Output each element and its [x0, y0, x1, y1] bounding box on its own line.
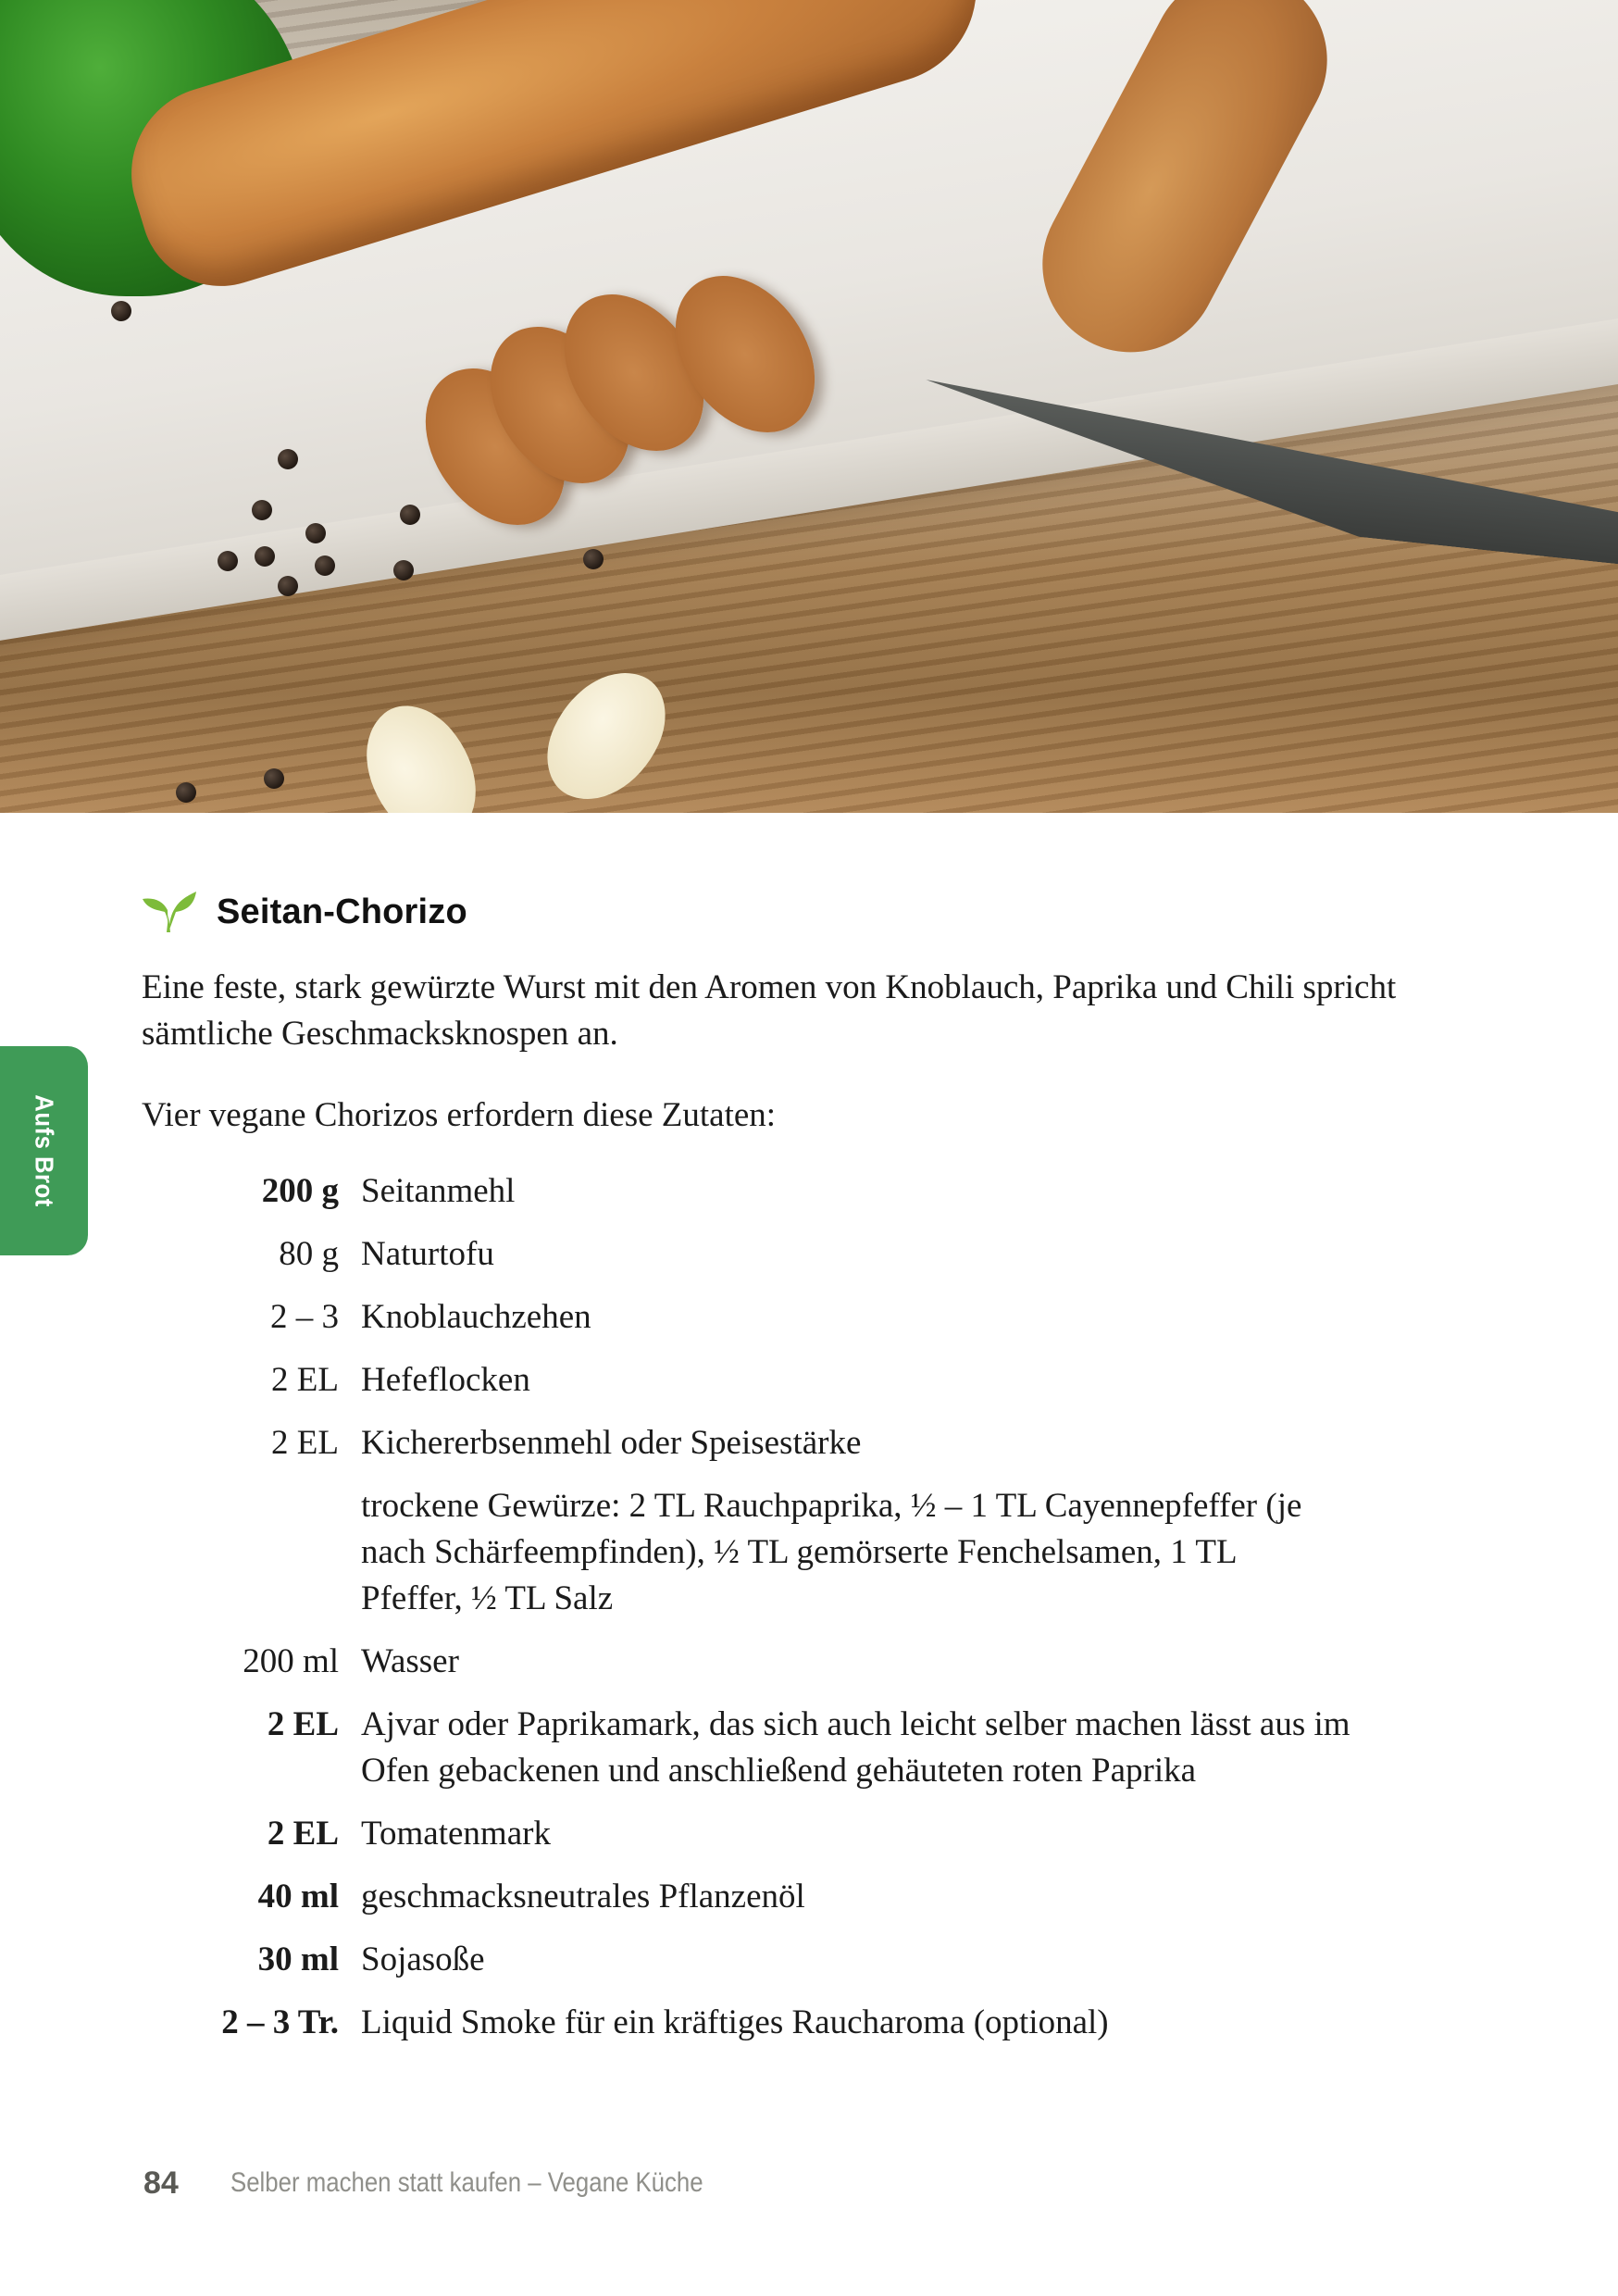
ingredient-quantity: 2 – 3 — [270, 1298, 339, 1336]
peppercorn — [583, 549, 604, 569]
ingredient-name: Wasser — [361, 1642, 459, 1680]
peppercorn — [176, 782, 196, 803]
recipe-heading — [141, 884, 467, 940]
ingredient-name: Ajvar oder Paprikamark, das sich auch leicht selber machen lässt aus im Ofen gebackenen und anschließend gehäuteten roten Paprika — [361, 1705, 1350, 1790]
peppercorn — [255, 546, 275, 567]
peppercorn — [218, 551, 238, 571]
ingredient-name: trockene Gewürze: 2 TL Rauchpaprika, ½ – 1 TL Cayennepfeffer (je nach Schärfeempfinden), ½ TL gemörserte Fenchelsamen, 1 TL Pfeffer, ½ TL Salz — [361, 1487, 1302, 1617]
ingredient-row — [142, 1231, 1438, 1278]
ingredient-row — [142, 1874, 1438, 1920]
page-number: 84 — [143, 2165, 179, 2201]
ingredient-row — [142, 1639, 1438, 1685]
ingredient-quantity: 40 ml — [257, 1878, 339, 1915]
ingredient-name: Knoblauchzehen — [361, 1298, 591, 1336]
peppercorn — [305, 523, 326, 543]
peppercorn — [252, 500, 272, 520]
peppercorn — [315, 555, 335, 576]
ingredient-name: Tomatenmark — [361, 1815, 551, 1853]
ingredient-row — [142, 1357, 1438, 1404]
chapter-tab[interactable] — [0, 1046, 88, 1255]
ingredient-quantity: 2 – 3 Tr. — [221, 2003, 339, 2041]
ingredient-name: Naturtofu — [361, 1235, 494, 1273]
ingredient-quantity: 2 EL — [271, 1361, 339, 1399]
ingredient-name: geschmacksneutrales Pflanzenöl — [361, 1878, 805, 1915]
ingredient-quantity: 200 g — [261, 1172, 339, 1210]
peppercorn — [400, 505, 420, 525]
ingredient-name: Hefeflocken — [361, 1361, 530, 1399]
chapter-tab-label: Aufs Brot — [30, 1094, 59, 1207]
ingredient-row — [142, 1168, 1438, 1215]
page-footer — [143, 2160, 780, 2206]
ingredient-row — [142, 1702, 1438, 1794]
ingredient-name: Seitanmehl — [361, 1172, 516, 1210]
ingredient-row — [142, 1294, 1438, 1341]
ingredient-name: Kichererbsenmehl oder Speisestärke — [361, 1424, 862, 1462]
ingredient-quantity: 2 EL — [271, 1424, 339, 1462]
peppercorn — [278, 576, 298, 596]
ingredient-row — [142, 1937, 1438, 1983]
ingredient-row — [142, 2000, 1438, 2046]
leaf-sprout-icon — [141, 890, 198, 934]
ingredient-row — [142, 1811, 1438, 1857]
peppercorn — [111, 301, 131, 321]
ingredients-lead: Vier vegane Chorizos erfordern diese Zutaten: — [142, 1096, 777, 1134]
ingredient-name: Sojasoße — [361, 1940, 485, 1978]
peppercorn — [264, 768, 284, 789]
ingredient-quantity: 2 EL — [267, 1705, 339, 1743]
ingredient-quantity: 80 g — [279, 1235, 339, 1273]
ingredient-row — [142, 1420, 1438, 1466]
ingredient-quantity: 2 EL — [267, 1815, 339, 1853]
ingredient-list — [142, 1168, 1438, 2063]
ingredient-row — [142, 1483, 1438, 1622]
ingredient-quantity: 200 ml — [243, 1642, 339, 1680]
book-title: Selber machen statt kaufen – Vegane Küche — [230, 2167, 703, 2198]
peppercorn — [278, 449, 298, 469]
ingredient-quantity: 30 ml — [257, 1940, 339, 1978]
recipe-intro: Eine feste, stark gewürzte Wurst mit den Aromen von Knoblauch, Paprika und Chili spricht sämtliche Geschmacksknospen an. — [142, 968, 1397, 1053]
recipe-title: Seitan-Chorizo — [217, 892, 467, 931]
ingredient-name: Liquid Smoke für ein kräftiges Raucharoma (optional) — [361, 2003, 1109, 2041]
recipe-photo — [0, 0, 1618, 813]
peppercorn — [393, 560, 414, 580]
